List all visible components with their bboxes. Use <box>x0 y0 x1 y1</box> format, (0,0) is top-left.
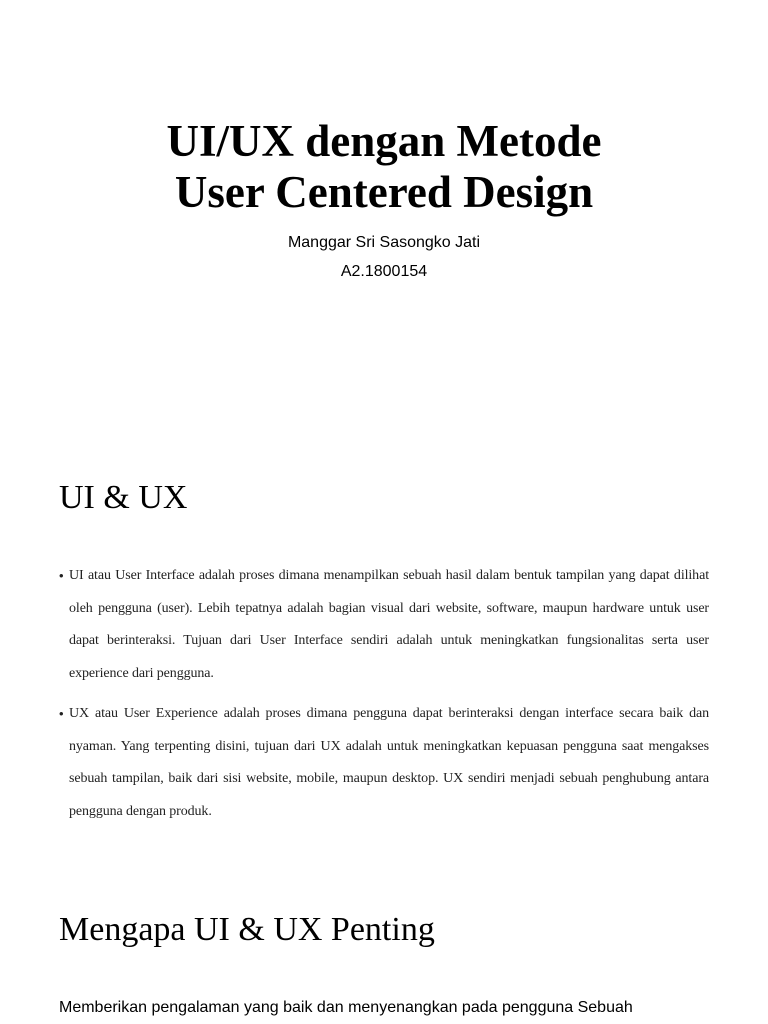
bullet-text: UI atau User Interface adalah proses dimana menampilkan sebuah hasil dalam bentuk tampilan yang dapat dilihat oleh pengguna (user). Lebih tepatnya adalah bagian visual dari website, software, maupun hardware untuk user dapat berinteraksi. Tujuan dari User Interface sendiri adalah untuk meningkatkan fungsionalitas serta user experience dari pengguna. <box>69 568 709 681</box>
presenter-info <box>0 228 768 286</box>
ui-ux-slide <box>0 442 768 874</box>
bullet-icon: • <box>59 568 64 583</box>
importance-slide <box>0 884 768 1024</box>
title-slide <box>0 0 768 432</box>
bullet-list <box>59 560 709 836</box>
title-line-2: User Centered Design <box>174 167 594 217</box>
bullet-item-ux <box>59 698 709 828</box>
bullet-text: UX atau User Experience adalah proses dimana pengguna dapat berinteraksi dengan interface secara baik dan nyaman. Yang terpenting disini, tujuan dari UX adalah untuk meningkatkan kepuasan pengguna saat mengakses sebuah tampilan, baik dari sisi website, mobile, maupun desktop. UX sendiri menjadi sebuah penghubung antara pengguna dengan produk. <box>69 706 709 819</box>
section-heading: UI & UX <box>59 479 188 516</box>
bullet-icon: • <box>59 706 64 721</box>
student-id: A2.1800154 <box>340 263 428 280</box>
section-heading: Mengapa UI & UX Penting <box>59 911 435 948</box>
presentation-title <box>0 116 768 218</box>
body-text: Memberikan pengalaman yang baik dan menyenangkan pada pengguna Sebuah <box>59 999 633 1016</box>
title-line-1: UI/UX dengan Metode <box>166 116 602 166</box>
author-name: Manggar Sri Sasongko Jati <box>287 234 481 251</box>
bullet-item-ui <box>59 560 709 690</box>
